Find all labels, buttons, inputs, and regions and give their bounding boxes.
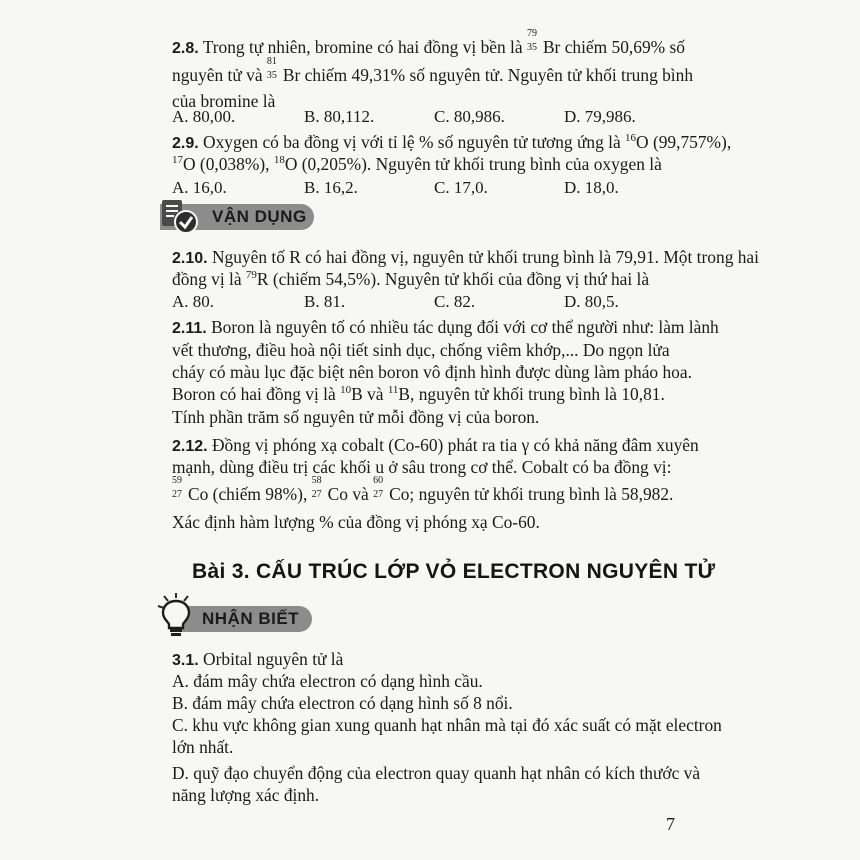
option: C. 17,0.: [434, 178, 488, 197]
option: A. 80,00.: [172, 107, 236, 126]
option: B. 80,112.: [304, 107, 375, 126]
option: B. 81.: [304, 292, 346, 311]
option: C. 80,986.: [434, 107, 505, 126]
question-number: 2.9.: [172, 135, 199, 152]
isotope-notation: 59 27: [172, 475, 182, 500]
isotope-notation: 60 27: [373, 475, 384, 500]
option: B. đám mây chứa electron có dạng hình số 8 nổi.: [172, 693, 513, 713]
option: B. 16,2.: [304, 178, 358, 197]
question-number: 2.10.: [172, 250, 208, 267]
option: D. 80,5.: [564, 292, 619, 311]
option: C. khu vực không gian xung quanh hạt nhân mà tại đó xác suất có mặt electron: [172, 715, 722, 735]
option: C. 82.: [434, 292, 476, 311]
option: D. 79,986.: [564, 107, 636, 126]
option: D. quỹ đạo chuyển động của electron quay quanh hạt nhân có kích thước và: [172, 763, 701, 783]
question-number: 2.11.: [172, 320, 207, 337]
isotope-notation: 79 35: [526, 28, 537, 53]
textbook-page: 2.8. Trong tự nhiên, bromine có hai đồng vị bền là 79 35 Br chiếm 50,69% số nguyên tử và 81 35 Br chiếm 49,31% số nguyên tử. Nguyên tử khối trung bình của bromine là A. 80,00. B. 80,112. C. 80,986. D. 79,986. 2.9. Oxygen có ba đồng vị với tỉ lệ % số nguyên tử tương ứng là $^{16}$O (99,757%), $^{17}$O (0,038%), $^{18}$O (0,205%). Nguyên tử khối trung bình của oxygen là A. 16,0. B. 16,2. C. 17,0. D. 18,0. VẬN DỤNG 2.10. Nguyên tố R có hai đồng vị, nguyên tử khối trung bình là 79,91. Một trong hai đồng vị là $^{79}$R (chiếm 54,5%). Nguyên tử khối của đồng vị thứ hai là A. 80. B. 81. C. 82. D. 80,5. 2.11. Boron là nguyên tố có nhiều tác dụng đối với cơ thể người như: làm lành vết thương, điều hoà nội tiết sinh dục, chống viêm khớp,... Do ngọn lửa cháy có màu lục đặc biệt nên boron vô định hình được dùng làm pháo hoa. Boron có hai đồng vị là $^{10}$B và $^{11}$B, nguyên tử khối trung bình là 10,81. Tính phần trăm số nguyên tử mỗi đồng vị của boron. 2.12. Đồng vị phóng xạ cobalt (Co-60) phát ra tia γ có khả năng đâm xuyên mạnh, dùng điều trị các khối u ở sâu trong cơ thể. Cobalt có ba đồng vị: 59 27 Co (chiếm 98%), 58 27 Co và 60 27 Co; nguyên tử khối trung bình là 58,982. Xác định hàm lượng % của đồng vị phóng xạ Co-60. Bài 3. CẤU TRÚC LỚP VỎ ELECTRON NGUYÊN TỬ NHẬN BIẾT 3.1. Orbital nguyên tử là A. đám mây chứa electron có dạng hình cầu. B. đám mây chứa electron có dạng hình số 8 nổi. C. khu vực không gian xung quanh hạt nhân mà tại đó xác suất có mặt electron lớn nhất. D. quỹ đạo chuyển động của electron quay quanh hạt nhân có kích thước và năng lượng xác định. 7: [0, 0, 860, 860]
option: A. 16,0.: [172, 178, 227, 197]
isotope-notation: 81 35: [266, 56, 277, 81]
option: D. 18,0.: [564, 178, 619, 197]
document-check-icon: [158, 198, 204, 236]
question-number: 2.12.: [172, 438, 208, 455]
option: A. 80.: [172, 292, 215, 311]
isotope-notation: 58 27: [311, 475, 322, 500]
page-number: 7: [666, 814, 675, 834]
question-number: 2.8.: [172, 40, 199, 57]
option: A. đám mây chứa electron có dạng hình cầu.: [172, 671, 483, 691]
lesson-title: Bài 3. CẤU TRÚC LỚP VỎ ELECTRON NGUYÊN TỬ: [192, 560, 716, 583]
question-number: 3.1.: [172, 652, 199, 669]
lightbulb-icon: [154, 592, 200, 638]
